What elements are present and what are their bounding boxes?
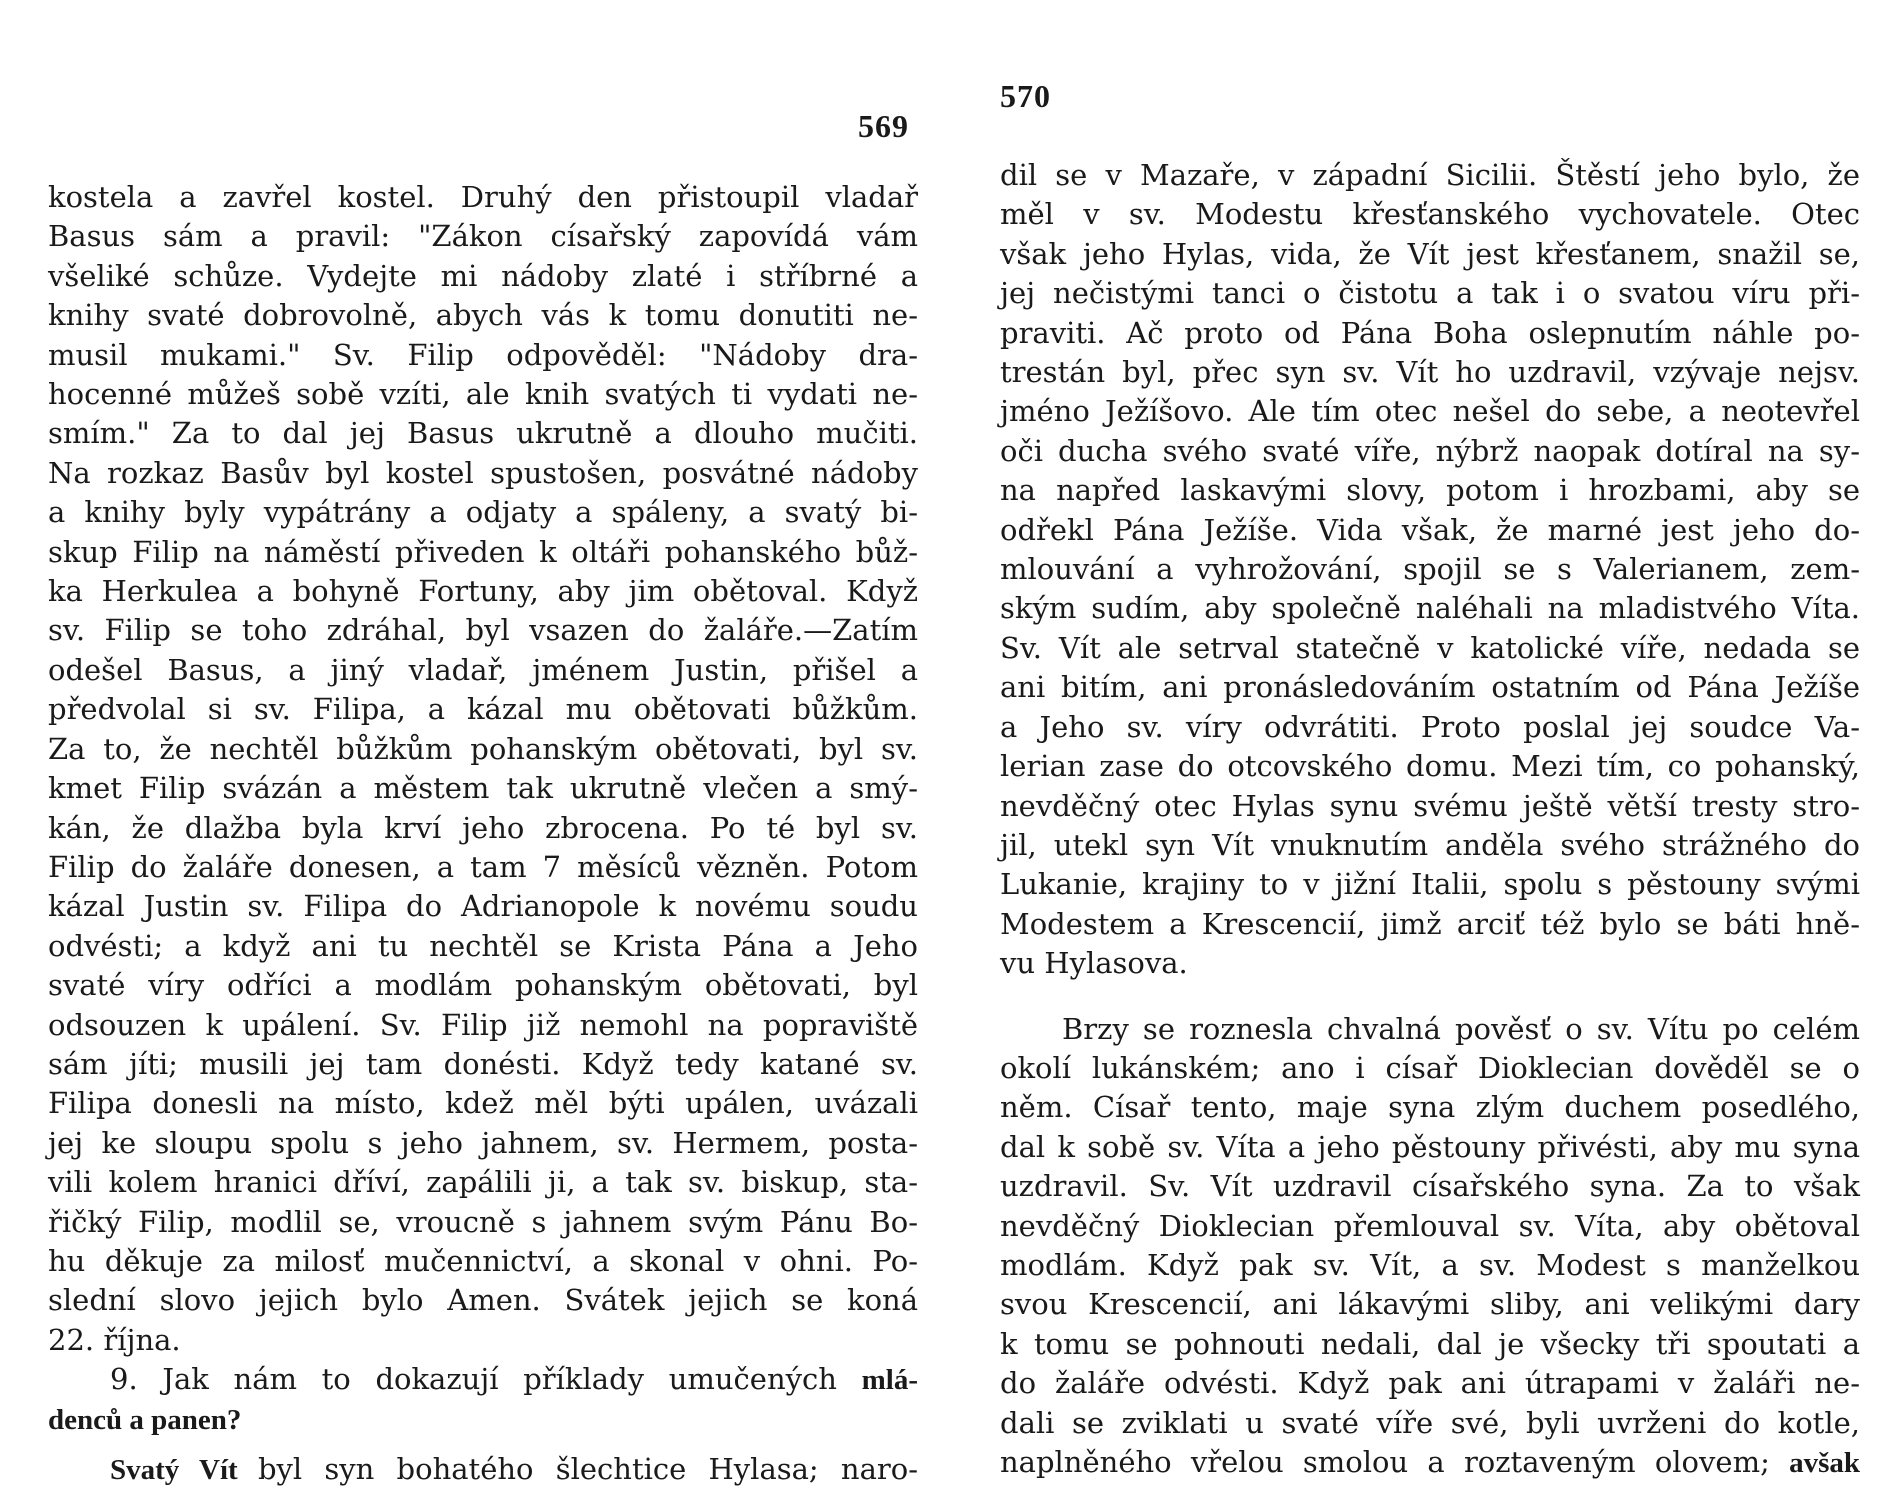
- text-line: do žaláře odvésti. Když pak ani útrapami v žaláři ne-: [1000, 1366, 1860, 1401]
- text-line: skup Filip na náměstí přiveden k oltáři pohanského bůž-: [48, 534, 918, 569]
- text-line: oči ducha svého svaté víře, nýbrž naopak dotíral na sy-: [1000, 433, 1860, 468]
- text-line: dali se zviklati u svaté víře své, byli uvrženi do kotle,: [1000, 1405, 1860, 1440]
- text-line: trestán byl, přec syn sv. Vít ho uzdravil, vzývaje nejsv.: [1000, 355, 1860, 390]
- saint-name-bold: Svatý Vít: [110, 1454, 258, 1486]
- text-line: Filipa donesli na místo, kdež měl býti upálen, uvázali: [48, 1086, 918, 1121]
- text-line: odešel Basus, a jiný vladař, jménem Justin, přišel a: [48, 652, 918, 687]
- text-line: svou Krescencií, ani lákavými sliby, ani velikými dary: [1000, 1287, 1860, 1322]
- text-line: na napřed laskavými slovy, potom i hrozbami, aby se: [1000, 473, 1860, 508]
- text-line: Na rozkaz Basův byl kostel spustošen, posvátné nádoby: [48, 455, 918, 490]
- text-line: knihy svaté dobrovolně, abych vás k tomu donutiti ne-: [48, 298, 918, 333]
- text-line: všeliké schůze. Vydejte mi nádoby zlaté i stříbrné a: [48, 258, 918, 293]
- page-number-left: 569: [858, 108, 909, 144]
- left-page-text: [48, 178, 918, 1490]
- section-start-text: byl syn bohatého šlechtice Hylasa; naro-: [257, 1452, 918, 1486]
- text-line: dil se v Mazaře, v západní Sicilii. Štěstí jeho bylo, že: [1000, 158, 1860, 192]
- text-line: však jeho Hylas, vida, že Vít jest křesťanem, snažil se,: [1000, 236, 1860, 271]
- question-text: 9. Jak nám to dokazují příklady umučených: [110, 1362, 862, 1397]
- text-line: 22. října.: [48, 1322, 181, 1357]
- text-line: musil mukami." Sv. Filip odpověděl: "Nádoby dra-: [48, 337, 918, 372]
- text-line: nevděčný otec Hylas synu svému ještě větší tresty stro-: [1000, 788, 1860, 823]
- text-line: modlám. Když pak sv. Vít, a sv. Modest s manželkou: [1000, 1247, 1860, 1282]
- text-line: kostela a zavřel kostel. Druhý den přistoupil vladař: [48, 180, 918, 214]
- text-line: vu Hylasova.: [1000, 946, 1188, 981]
- last-line-bold: avšak: [1789, 1447, 1860, 1479]
- question-bold: mlá-: [861, 1364, 918, 1397]
- text-line: praviti. Ač proto od Pána Boha oslepnutím náhle po-: [1000, 315, 1860, 350]
- page-number-right: 570: [1000, 78, 1051, 114]
- text-line: ským sudím, aby společně naléhali na mladistvého Víta.: [1000, 591, 1860, 626]
- text-line: lerian zase do otcovského domu. Mezi tím, co pohanský,: [1000, 749, 1860, 784]
- text-line: [1000, 1443, 1860, 1483]
- section-start-line: [48, 1450, 918, 1490]
- text-line: měl v sv. Modestu křesťanského vychovatele. Otec: [1000, 197, 1860, 232]
- text-line: slední slovo jejich bylo Amen. Svátek jejich se koná: [48, 1283, 918, 1318]
- text-line: Filip do žaláře donesen, a tam 7 měsíců vězněn. Potom: [48, 849, 918, 884]
- text-line: a knihy byly vypátrány a odjaty a spáleny, a svatý bi-: [48, 495, 918, 530]
- text-line: řičký Filip, modlil se, vroucně s jahnem svým Pánu Bo-: [48, 1204, 918, 1239]
- text-line: sám jíti; musili jej tam donésti. Když tedy katané sv.: [48, 1046, 918, 1081]
- text-line: smím." Za to dal jej Basus ukrutně a dlouho mučiti.: [48, 416, 918, 451]
- text-line: dal k sobě sv. Víta a jeho pěstouny přivésti, aby mu syna: [1000, 1129, 1860, 1164]
- text-line: sv. Filip se toho zdráhal, byl vsazen do žaláře.—Zatím: [48, 613, 918, 648]
- text-line: okolí lukánském; ano i císař Dioklecian dověděl se o: [1000, 1050, 1860, 1085]
- text-line: jméno Ježíšovo. Ale tím otec nešel do sebe, a neotevřel: [1000, 394, 1860, 429]
- last-line-text: naplněného vřelou smolou a roztaveným olovem;: [1000, 1445, 1790, 1479]
- text-line: ka Herkulea a bohyně Fortuny, aby jim obětoval. Když: [48, 574, 918, 609]
- text-line: jej nečistými tanci o čistotu a tak i o svatou víru při-: [1000, 276, 1860, 311]
- text-line: kán, že dlažba byla krví jeho zbrocena. Po té byl sv.: [48, 810, 918, 845]
- text-line: Sv. Vít ale setrval statečně v katolické víře, nedada se: [1000, 630, 1860, 665]
- text-line: jej ke sloupu spolu s jeho jahnem, sv. Hermem, posta-: [48, 1125, 918, 1160]
- text-line: hocenné můžeš sobě vzíti, ale knih svatých ti vydati ne-: [48, 377, 918, 412]
- text-line: svaté víry odříci a modlám pohanským obětovati, byl: [48, 968, 918, 1003]
- text-line: jil, utekl syn Vít vnuknutím anděla svého strážného do: [1000, 827, 1860, 862]
- text-line: kmet Filip svázán a městem tak ukrutně vlečen a smý-: [48, 771, 918, 806]
- text-line: Lukanie, krajiny to v jižní Italii, spolu s pěstouny svými: [1000, 867, 1860, 902]
- text-line: odřekl Pána Ježíše. Vida však, že marné jest jeho do-: [1000, 512, 1860, 547]
- text-line: uzdravil. Sv. Vít uzdravil císařského syna. Za to však: [1000, 1169, 1860, 1204]
- text-line: k tomu se pohnouti nedali, dal je všecky tři spoutati a: [1000, 1326, 1860, 1361]
- text-line: ani bitím, ani pronásledováním ostatním od Pána Ježíše: [1000, 670, 1860, 705]
- text-line: Za to, že nechtěl bůžkům pohanským obětovati, byl sv.: [48, 731, 918, 766]
- question-line-2: denců a panen?: [48, 1403, 242, 1436]
- text-line: něm. Císař tento, maje syna zlým duchem posedlého,: [1000, 1090, 1860, 1125]
- text-line: Basus sám a pravil: "Zákon císařský zapovídá vám: [48, 219, 918, 254]
- text-line: a Jeho sv. víry odvrátiti. Proto poslal jej soudce Va-: [1000, 709, 1860, 744]
- text-line: předvolal si sv. Filipa, a kázal mu obětovati bůžkům.: [48, 692, 918, 727]
- right-page-text: [1000, 156, 1860, 1483]
- text-line: kázal Justin sv. Filipa do Adrianopole k novému soudu: [48, 889, 918, 924]
- text-line: odsouzen k upálení. Sv. Filip již nemohl na popraviště: [48, 1007, 918, 1042]
- question-line: [48, 1360, 918, 1400]
- text-line: hu děkuje za milosť mučennictví, a skonal v ohni. Po-: [48, 1243, 918, 1278]
- text-line: Modestem a Krescencií, jimž arciť též bylo se báti hně-: [1000, 906, 1860, 941]
- text-line: nevděčný Dioklecian přemlouval sv. Víta, aby obětoval: [1000, 1208, 1860, 1243]
- text-line: vili kolem hranici dříví, zapálili ji, a tak sv. biskup, sta-: [48, 1165, 918, 1200]
- text-line: odvésti; a když ani tu nechtěl se Krista Pána a Jeho: [48, 928, 918, 963]
- text-line: mlouvání a vyhrožování, spojil se s Valerianem, zem-: [1000, 552, 1860, 587]
- text-line: Brzy se roznesla chvalná pověsť o sv. Vítu po celém: [1062, 1011, 1860, 1046]
